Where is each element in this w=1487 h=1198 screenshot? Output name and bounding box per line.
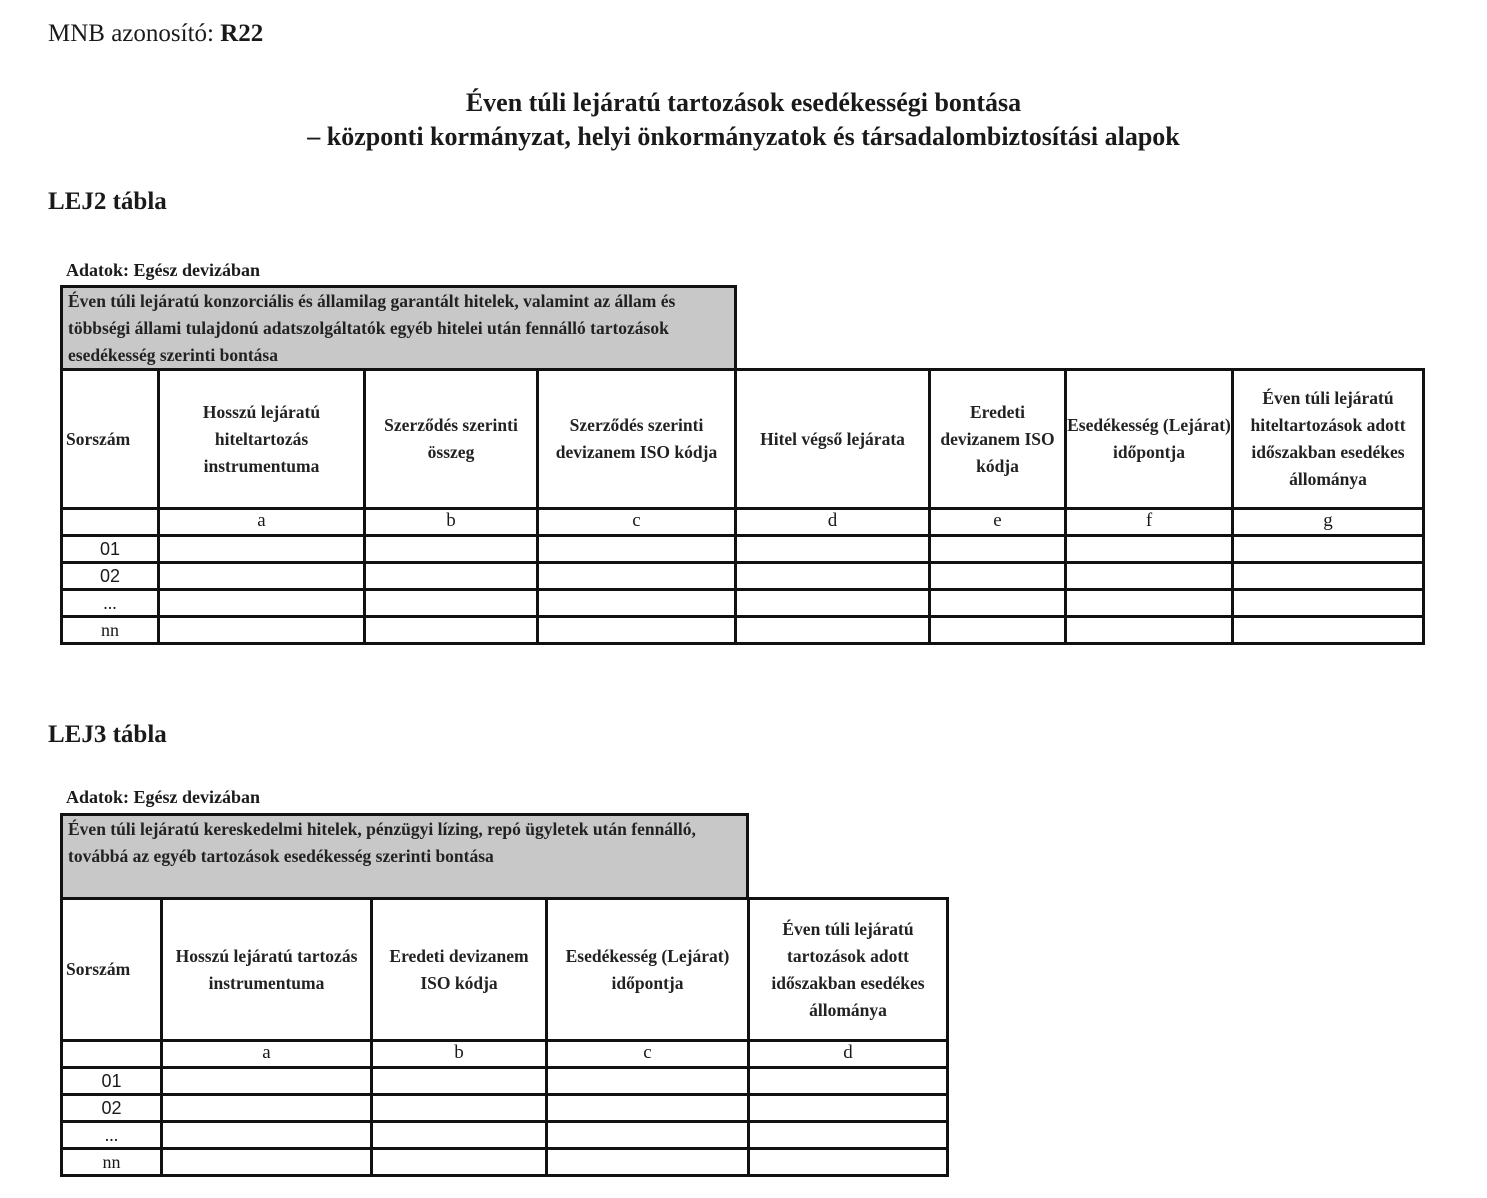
lej2-description-box: Éven túli lejáratú konzorciális és államilag garantált hitelek, valamint az állam és többségi állami tulajdonú adatszolgáltatók egyéb hitelei után fennálló tartozások esedékesség szerinti bontása xyxy=(60,285,737,371)
lej2-col-letter: c xyxy=(538,509,736,536)
data-cell[interactable] xyxy=(372,1122,547,1149)
lej2-col-header: Sorszám xyxy=(62,370,159,509)
table-row xyxy=(62,1149,948,1176)
data-cell[interactable] xyxy=(1066,536,1233,563)
lej2-col-letter: g xyxy=(1233,509,1424,536)
data-cell[interactable] xyxy=(365,536,538,563)
row-number: nn xyxy=(62,1149,162,1176)
lej2-letter-row xyxy=(62,509,1424,536)
page-title-line-1: Éven túli lejáratú tartozások esedékességi bontása xyxy=(465,88,1022,117)
lej2-section-title: LEJ2 tábla xyxy=(48,188,167,215)
mnb-label: MNB azonosító: xyxy=(48,20,214,47)
lej3-description-box: Éven túli lejáratú kereskedelmi hitelek, pénzügyi lízing, repó ügyletek után fennálló, továbbá az egyéb tartozások esedékesség szerinti bontása xyxy=(60,813,749,900)
data-cell[interactable] xyxy=(372,1068,547,1095)
lej3-col-letter: a xyxy=(162,1041,372,1068)
data-cell[interactable] xyxy=(547,1095,749,1122)
lej2-col-header: Szerződés szerinti devizanem ISO kódja xyxy=(538,370,736,509)
data-cell[interactable] xyxy=(547,1122,749,1149)
data-cell[interactable] xyxy=(736,590,930,617)
data-cell[interactable] xyxy=(538,617,736,644)
data-cell[interactable] xyxy=(159,590,365,617)
data-cell[interactable] xyxy=(162,1068,372,1095)
page-title-line-2: – központi kormányzat, helyi önkormányzatok és társadalombiztosítási alapok xyxy=(307,122,1180,151)
row-number: 01 xyxy=(62,1068,162,1095)
data-cell[interactable] xyxy=(1233,590,1424,617)
mnb-code: R22 xyxy=(220,20,264,47)
lej3-table xyxy=(60,897,949,1177)
lej2-col-letter: e xyxy=(930,509,1066,536)
data-cell[interactable] xyxy=(159,617,365,644)
data-cell[interactable] xyxy=(538,563,736,590)
lej2-col-letter xyxy=(62,509,159,536)
lej3-header-row xyxy=(62,899,948,1041)
data-cell[interactable] xyxy=(538,590,736,617)
data-cell[interactable] xyxy=(372,1149,547,1176)
row-number: 02 xyxy=(62,1095,162,1122)
data-cell[interactable] xyxy=(749,1122,948,1149)
lej2-col-header: Hosszú lejáratú hiteltartozás instrumentuma xyxy=(159,370,365,509)
row-number: 01 xyxy=(62,536,159,563)
lej2-col-header: Hitel végső lejárata xyxy=(736,370,930,509)
data-cell[interactable] xyxy=(1066,563,1233,590)
data-cell[interactable] xyxy=(372,1095,547,1122)
data-cell[interactable] xyxy=(1233,617,1424,644)
table-row xyxy=(62,617,1424,644)
data-cell[interactable] xyxy=(1233,563,1424,590)
lej2-units-note: Adatok: Egész devizában xyxy=(66,260,261,280)
lej2-header-row xyxy=(62,370,1424,509)
lej3-col-header: Eredeti devizanem ISO kódja xyxy=(372,899,547,1041)
lej2-table xyxy=(60,368,1425,645)
data-cell[interactable] xyxy=(162,1149,372,1176)
lej3-col-letter: d xyxy=(749,1041,948,1068)
mnb-identifier xyxy=(48,20,263,48)
data-cell[interactable] xyxy=(159,536,365,563)
lej2-col-header: Eredeti devizanem ISO kódja xyxy=(930,370,1066,509)
data-cell[interactable] xyxy=(547,1068,749,1095)
lej3-col-header: Éven túli lejáratú tartozások adott időszakban esedékes állománya xyxy=(749,899,948,1041)
lej2-col-letter: a xyxy=(159,509,365,536)
data-cell[interactable] xyxy=(159,563,365,590)
data-cell[interactable] xyxy=(162,1122,372,1149)
data-cell[interactable] xyxy=(736,617,930,644)
table-row xyxy=(62,1122,948,1149)
table-row xyxy=(62,1095,948,1122)
lej3-col-header: Esedékesség (Lejárat) időpontja xyxy=(547,899,749,1041)
table-row xyxy=(62,1068,948,1095)
row-number: ... xyxy=(62,590,159,617)
data-cell[interactable] xyxy=(736,536,930,563)
lej2-col-letter: d xyxy=(736,509,930,536)
data-cell[interactable] xyxy=(930,590,1066,617)
data-cell[interactable] xyxy=(1066,617,1233,644)
data-cell[interactable] xyxy=(1066,590,1233,617)
data-cell[interactable] xyxy=(162,1095,372,1122)
lej3-units-note: Adatok: Egész devizában xyxy=(66,787,261,807)
lej3-col-header: Sorszám xyxy=(62,899,162,1041)
lej2-col-letter: b xyxy=(365,509,538,536)
data-cell[interactable] xyxy=(736,563,930,590)
data-cell[interactable] xyxy=(749,1095,948,1122)
lej2-col-header: Éven túli lejáratú hiteltartozások adott időszakban esedékes állománya xyxy=(1233,370,1424,509)
lej3-col-letter: c xyxy=(547,1041,749,1068)
data-cell[interactable] xyxy=(538,536,736,563)
data-cell[interactable] xyxy=(749,1149,948,1176)
lej2-col-header: Esedékesség (Lejárat) időpontja xyxy=(1066,370,1233,509)
lej2-col-letter: f xyxy=(1066,509,1233,536)
data-cell[interactable] xyxy=(749,1068,948,1095)
data-cell[interactable] xyxy=(1233,536,1424,563)
table-row xyxy=(62,563,1424,590)
table-row xyxy=(62,590,1424,617)
data-cell[interactable] xyxy=(547,1149,749,1176)
lej3-letter-row xyxy=(62,1041,948,1068)
data-cell[interactable] xyxy=(365,590,538,617)
data-cell[interactable] xyxy=(930,536,1066,563)
data-cell[interactable] xyxy=(930,563,1066,590)
table-row xyxy=(62,536,1424,563)
data-cell[interactable] xyxy=(365,617,538,644)
lej3-col-letter xyxy=(62,1041,162,1068)
row-number: nn xyxy=(62,617,159,644)
row-number: ... xyxy=(62,1122,162,1149)
row-number: 02 xyxy=(62,563,159,590)
lej3-col-letter: b xyxy=(372,1041,547,1068)
lej2-col-header: Szerződés szerinti összeg xyxy=(365,370,538,509)
data-cell[interactable] xyxy=(365,563,538,590)
lej3-section-title: LEJ3 tábla xyxy=(48,721,167,748)
lej3-col-header: Hosszú lejáratú tartozás instrumentuma xyxy=(162,899,372,1041)
data-cell[interactable] xyxy=(930,617,1066,644)
